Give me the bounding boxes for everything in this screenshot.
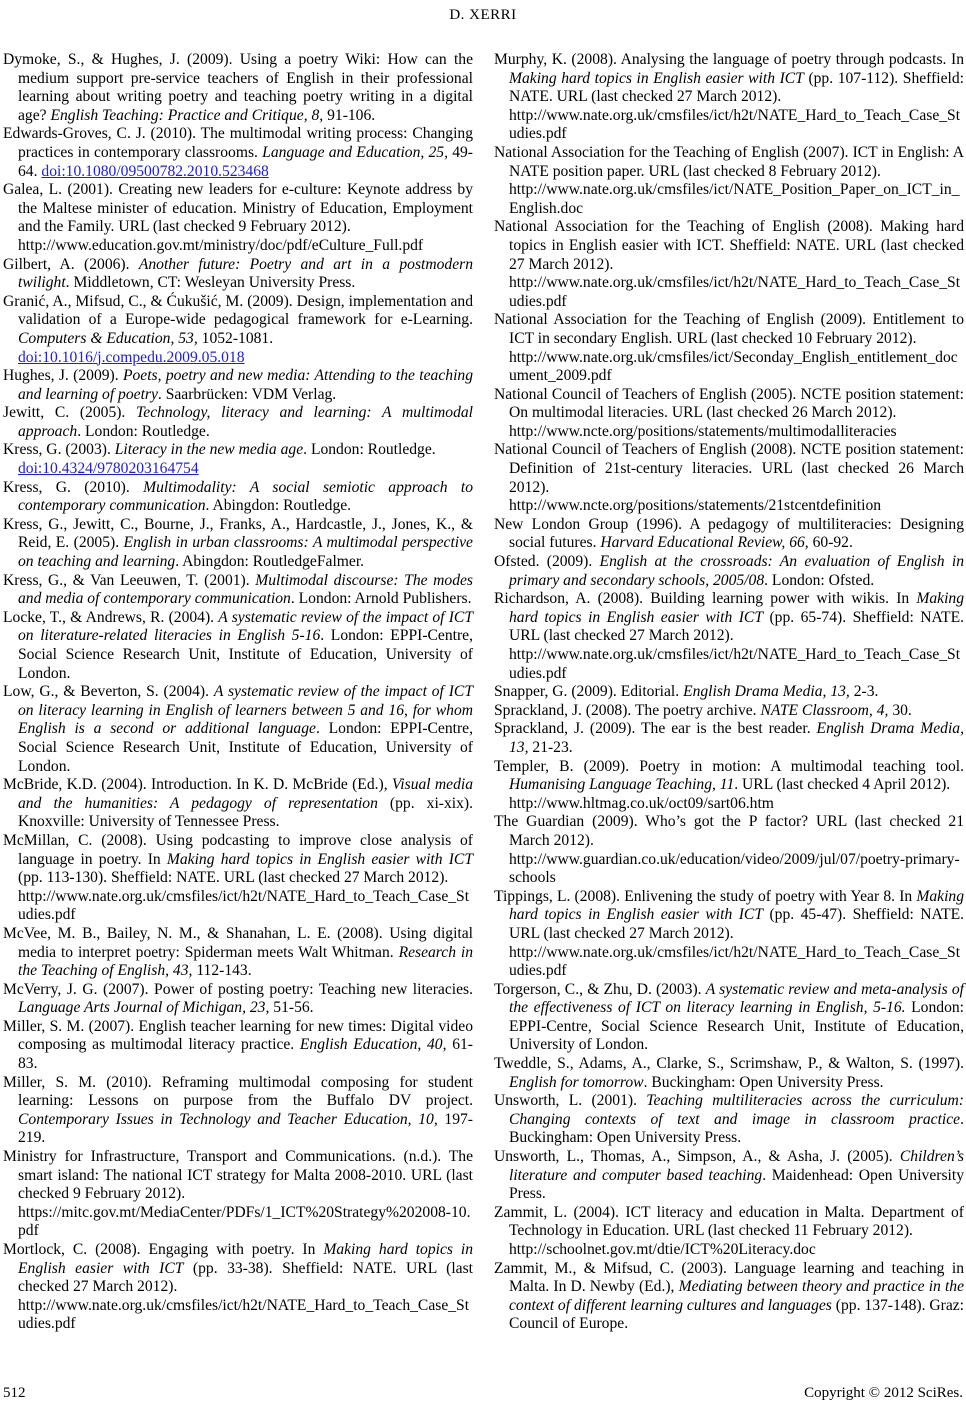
reference-text: . London: Arnold Publishers. [290,590,472,608]
reference-text: . Buckingham: Open University Press. [643,1073,884,1091]
reference-entry [3,1074,473,1148]
references-column-right [494,51,964,1334]
reference-text: English Drama Media, 13, [509,720,965,756]
reference-text: London: EPPI-Centre, Social Science Research Unit, Institute of Education, University of London. [509,999,965,1054]
reference-text: New London Group (1996). A pedagogy of multiliteracies: Designing social futures. [494,515,964,552]
reference-text: Gilbert, A. (2006). [3,255,139,273]
reference-text: Making hard topics in English easier with ICT [18,1241,473,1277]
reference-text: English Education, 40, [299,1036,453,1054]
url-text: http://www.nate.org.uk/cmsfiles/ict/h2t/NATE_Hard_to_Teach_Case_Studies.pdf [18,1296,470,1333]
url-text: http://www.nate.org.uk/cmsfiles/ict/Seconday_English_entitlement_document_2009.pdf [509,348,958,385]
reference-text: 51-56. [273,999,314,1017]
doi-link[interactable]: doi:10.4324/9780203164754 [18,460,199,478]
reference-text: Granić, A., Mifsud, C., & Ćukušić, M. (2009). Design, implementation and validation of a Europe-wide pedagogical framework for e-Learning. [3,292,473,329]
reference-entry [3,51,473,125]
reference-text: Another future: Poetry and art in a postmodern twilight [18,255,473,292]
reference-text: Technology, literacy and learning: A multimodal approach [18,404,473,440]
reference-entry [3,832,473,925]
reference-text: Tippings, L. (2008). Enlivening the study of poetry with Year 8. In [494,887,917,905]
reference-text: Dymoke, S., & Hughes, J. (2009). Using a poetry Wiki: How can the medium support pre-service teachers of English in their professional learning about writing poetry and teaching poetry writing in a digital age? [3,51,473,124]
reference-text: 112-143. [196,962,252,980]
reference-entry [494,1055,964,1092]
reference-text: Kress, G., & Van Leeuwen, T. (2001). [3,571,256,589]
url-text: http://www.education.gov.mt/ministry/doc/pdf/eCulture_Full.pdf [18,236,424,254]
reference-entry [494,441,964,515]
reference-text: NATE Classroom, 4, [760,701,893,719]
reference-text: . Saarbrücken: VDM Verlag. [157,385,337,403]
reference-entry [3,404,473,441]
reference-entry [3,609,473,683]
reference-entry [494,702,964,721]
doi-link[interactable]: doi:10.1016/j.compedu.2009.05.018 [18,348,245,366]
reference-text: (pp. 65-74). Sheffield: NATE. URL (last checked 27 March 2012). [509,608,965,645]
reference-text: Making hard topics in English easier with ICT [509,69,804,87]
reference-entry [494,981,964,1055]
reference-text: Multimodality: A social semiotic approach to contemporary communication [18,478,473,515]
reference-entry [494,683,964,702]
reference-text: Ministry for Infrastructure, Transport and Communications. (n.d.). The smart island: The national ICT strategy for Malta 2008-2010. URL (last checked 9 February 2012). [3,1148,473,1203]
reference-text: Zammit, L. (2004). ICT literacy and education in Malta. Department of Technology in Education. URL (last checked 11 February 2012). [494,1203,964,1240]
reference-entry [494,888,964,981]
reference-entry [3,1018,473,1074]
reference-text: Jewitt, C. (2005). [3,404,137,422]
page-number: 512 [3,1385,26,1401]
references-column-left [3,51,473,1334]
reference-text: Low, G., & Beverton, S. (2004). [3,683,214,701]
reference-entry [3,516,473,572]
reference-text: Sprackland, J. (2008). The poetry archive. [494,701,761,719]
reference-text: A systematic review of the impact of ICT on literature-related literacies in English 5-16 [18,608,473,645]
reference-entry [494,218,964,311]
reference-text: . Maidenhead: Open University Press. [509,1166,964,1203]
reference-text: Contemporary Issues in Technology and Teacher Education, 10, [18,1110,445,1128]
reference-text: (pp. 107-112). Sheffield: NATE. URL (last checked 27 March 2012). [509,69,964,106]
url-text: http://www.nate.org.uk/cmsfiles/ict/NATE_Position_Paper_on_ICT_in_English.doc [509,181,960,217]
url-text: http://www.nate.org.uk/cmsfiles/ict/h2t/NATE_Hard_to_Teach_Case_Studies.pdf [509,646,961,682]
reference-text: 61-83. [18,1036,473,1073]
reference-entry [494,553,964,590]
reference-text: Making hard topics in English easier with ICT [166,850,473,868]
reference-text: 21-23. [532,738,573,756]
reference-text: . London: Routledge. [303,441,436,459]
reference-text: Zammit, M., & Mifsud, C. (2003). Language learning and teaching in Malta. In D. Newby (Ed.), [494,1259,964,1296]
reference-text: English Drama Media, 13, [683,683,854,701]
reference-text: National Association for the Teaching of English (2007). ICT in English: A NATE position paper. URL (last checked 8 February 2012). [494,143,964,180]
url-text: http://www.nate.org.uk/cmsfiles/ict/h2t/NATE_Hard_to_Teach_Case_Studies.pdf [18,887,470,924]
reference-text: The Guardian (2009). Who’s got the P factor? URL (last checked 21 March 2012). [494,813,964,849]
reference-entry [494,386,964,442]
reference-text: Kress, G. (2003). [3,441,115,459]
reference-entry [3,1148,473,1241]
reference-text: Miller, S. M. (2010). Reframing multimodal composing for student learning: Lessons on purpose from the Buffalo DV project. [3,1073,473,1110]
reference-text: National Council of Teachers of English (2005). NCTE position statement: On multimodal literacies. URL (last checked 26 March 2012). [494,385,964,422]
reference-entry [494,590,964,683]
reference-text: . Middletown, CT: Wesleyan University Press. [65,274,356,292]
url-text: http://www.nate.org.uk/cmsfiles/ict/h2t/NATE_Hard_to_Teach_Case_Studies.pdf [509,274,961,310]
reference-text: Torgerson, C., & Zhu, D. (2003). [494,980,706,998]
reference-text: Ofsted. (2009). [494,553,600,571]
reference-text: Templer, B. (2009). Poetry in motion: A multimodal teaching tool. [494,757,964,775]
reference-entry [494,1148,964,1204]
reference-text: 1052-1081. [201,329,274,347]
reference-text: . URL (last checked 4 April 2012). [734,776,951,794]
reference-text: Mortlock, C. (2008). Engaging with poetry. In [3,1241,324,1258]
reference-text: 30. [892,701,912,719]
reference-text: Making hard topics in English easier with ICT [509,887,964,924]
reference-text: 49-64. [18,143,473,180]
reference-text: McVerry, J. G. (2007). Power of posting poetry: Teaching new literacies. [3,980,473,998]
reference-entry [494,813,964,887]
reference-text: Kress, G., Jewitt, C., Bourne, J., Franks, A., Hardcastle, J., Jones, K., & Reid, E. (2005). [3,515,473,552]
reference-text: (pp. xi-xix). Knoxville: University of Tennessee Press. [18,794,473,831]
reference-entry [3,925,473,981]
reference-text: Unsworth, L. (2001). [494,1092,647,1110]
reference-text: . London: EPPI-Centre, Social Science Research Unit, Institute of Education, University of London. [18,720,473,775]
copyright: Copyright © 2012 SciRes. [804,1385,963,1401]
reference-entry [3,683,473,776]
reference-text: (pp. 45-47). Sheffield: NATE. URL (last checked 27 March 2012). [509,906,965,942]
reference-entry [494,51,964,144]
reference-entry [3,981,473,1018]
reference-entry [494,516,964,553]
reference-text: 91-106. [327,106,376,124]
reference-text: 2-3. [853,683,879,701]
url-text: http://schoolnet.gov.mt/dtie/ICT%20Literacy.doc [509,1241,816,1258]
reference-text: Multimodal discourse: The modes and media of contemporary communication [18,571,473,608]
reference-text: Visual media and the humanities: A pedagogy of representation [18,776,474,812]
reference-text: Literacy in the new media age [114,441,304,459]
url-text: http://www.ncte.org/positions/statements/21stcentdefinition [509,497,882,515]
url-text: http://www.nate.org.uk/cmsfiles/ict/h2t/NATE_Hard_to_Teach_Case_Studies.pdf [509,106,961,143]
url-text: http://www.guardian.co.uk/education/video/2009/jul/07/poetry-primary-schools [509,850,960,887]
reference-entry [494,758,964,814]
reference-text: A systematic review and meta-analysis of the effectiveness of ICT on literacy learning in English, 5-16. [509,980,965,1017]
reference-entry [494,720,964,757]
reference-text: Galea, L. (2001). Creating new leaders for e-culture: Keynote address by the Maltese minister of education. Ministry of Education, Employment and the Family. URL (last checked 9 February 2012). [3,181,473,236]
reference-entry [3,479,473,516]
reference-text: Humanising Language Teaching, 11 [509,776,735,794]
reference-text: (pp. 137-148). Graz: Council of Europe. [509,1296,965,1333]
reference-text: Tweddle, S., Adams, A., Clarke, S., Scrimshaw, P., & Walton, S. (1997). [494,1055,964,1073]
reference-text: Mediating between theory and practice in the context of different learning cultures and languages [509,1278,964,1314]
reference-text: . London: Routledge. [77,422,210,440]
reference-text: Murphy, K. (2008). Analysing the language of poetry through podcasts. In [494,51,964,68]
reference-text: . Abingdon: RoutledgeFalmer. [175,553,365,571]
reference-text: Miller, S. M. (2007). English teacher learning for new times: Digital video composing as multimodal literacy practice. [3,1017,473,1054]
reference-text: Computers & Education, 53, [18,329,202,347]
page-footer [3,1385,963,1402]
reference-text: Snapper, G. (2009). Editorial. [494,683,684,701]
running-head: D. XERRI [449,7,517,23]
reference-text: National Association for the Teaching of English (2009). Entitlement to ICT in secondary English. URL (last checked 10 February 2012). [494,311,964,347]
reference-entry [3,181,473,255]
reference-entry [3,256,473,293]
reference-text: 197-219. [18,1110,473,1147]
doi-link[interactable]: doi:10.1080/09500782.2010.523468 [41,162,269,180]
reference-text: (pp. 33-38). Sheffield: NATE. URL (last checked 27 March 2012). [18,1259,473,1296]
reference-text: Harvard Educational Review, 66, [600,534,813,552]
reference-text: McBride, K.D. (2004). Introduction. In K. D. McBride (Ed.), [3,776,392,794]
url-text: http://www.nate.org.uk/cmsfiles/ict/h2t/NATE_Hard_to_Teach_Case_Studies.pdf [509,943,961,980]
url-text: https://mitc.gov.mt/MediaCenter/PDFs/1_ICT%20Strategy%202008-10.pdf [18,1203,471,1240]
reference-text: Kress, G. (2010). [3,478,144,496]
reference-entry [3,1241,473,1334]
reference-text: English in urban classrooms: A multimodal perspective on teaching and learning [18,534,473,571]
url-text: http://www.hltmag.co.uk/oct09/sart06.htm [509,794,774,812]
reference-text: . London: EPPI-Centre, Social Science Research Unit, Institute of Education, University of London. [18,627,473,682]
reference-text: Teaching multiliteracies across the curriculum: Changing contexts of text and image in classroom practice [509,1092,964,1128]
reference-entry [3,776,473,832]
reference-entry [3,367,473,404]
reference-text: Children’s literature and computer based teaching [509,1148,964,1184]
reference-text: English Teaching: Practice and Critique, 8, [50,106,328,124]
reference-text: Sprackland, J. (2009). The ear is the best reader. [494,720,817,738]
reference-text: Making hard topics in English easier with ICT [509,590,964,626]
references-columns [3,51,963,1334]
reference-text: Richardson, A. (2008). Building learning power with wikis. In [494,590,917,608]
reference-text: . London: Ofsted. [764,571,875,589]
reference-text: 60-92. [812,534,853,552]
reference-text: Hughes, J. (2009). [3,367,123,385]
reference-text: A systematic review of the impact of ICT on literacy learning in English of learners between 5 and 16, for whom English is a second or additional language [18,683,473,738]
reference-text: McVee, M. B., Bailey, N. M., & Shanahan, L. E. (2008). Using digital media to interpret poetry: Spiderman meets Walt Whitman. [3,924,473,961]
reference-text: English at the crossroads: An evaluation of English in primary and secondary schools, 2005/08 [509,553,964,589]
reference-text: Language Arts Journal of Michigan, 23, [18,999,274,1017]
reference-text: . Abingdon: Routledge. [205,497,352,515]
reference-entry [494,311,964,385]
reference-entry [494,1092,964,1148]
reference-text: . Buckingham: Open University Press. [509,1110,964,1147]
reference-entry [3,125,473,181]
reference-text: National Council of Teachers of English (2008). NCTE position statement: Definition of 21st-century literacies. URL (last checked 26 March 2012). [494,441,964,496]
reference-entry [3,293,473,367]
reference-text: National Association for the Teaching of English (2008). Making hard topics in English easier with ICT. Sheffield: NATE. URL (last checked 27 March 2012). [494,218,964,273]
reference-text: Locke, T., & Andrews, R. (2004). [3,608,219,626]
reference-text: English for tomorrow [509,1073,644,1091]
reference-entry [3,572,473,609]
reference-text: Edwards-Groves, C. J. (2010). The multimodal writing process: Changing practices in contemporary classrooms. [3,125,473,161]
reference-entry [494,1260,964,1334]
reference-entry [3,441,473,478]
reference-text: Unsworth, L., Thomas, A., Simpson, A., & Asha, J. (2005). [494,1148,900,1166]
reference-text: Research in the Teaching of English, 43, [18,943,474,980]
reference-text: Poets, poetry and new media: Attending to the teaching and learning of poetry [18,367,473,403]
reference-text: (pp. 113-130). Sheffield: NATE. URL (last checked 27 March 2012). [18,869,449,887]
reference-text: McMillan, C. (2008). Using podcasting to improve close analysis of language in poetry. In [3,831,473,868]
reference-entry [494,1204,964,1260]
reference-text: Language and Education, 25, [262,143,453,161]
reference-entry [494,144,964,218]
url-text: http://www.ncte.org/positions/statements/multimodalliteracies [509,422,897,440]
